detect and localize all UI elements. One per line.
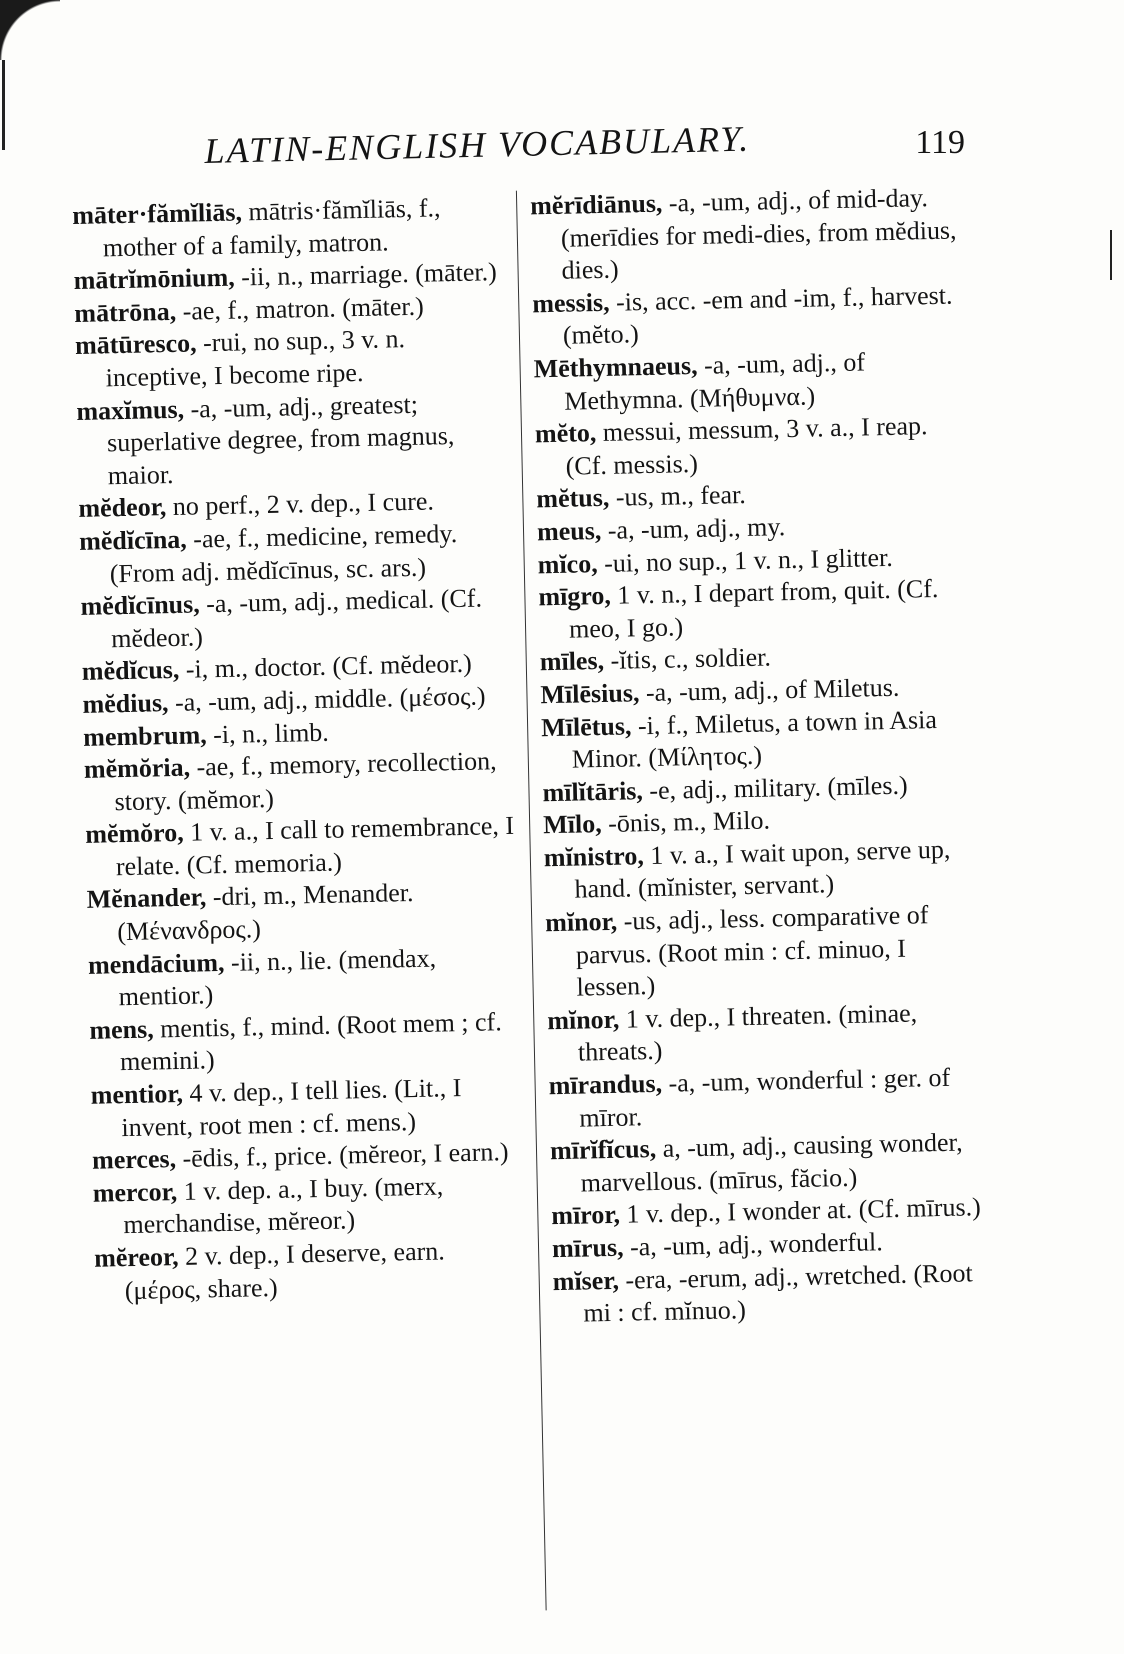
definition: -us, m., fear. (615, 480, 747, 513)
definition: -a, -um, adj., greatest; superlative degree, from magnus, maior. (106, 389, 455, 491)
definition: -i, f., Miletus, a town in Asia Minor. (Μίλητος.) (571, 704, 938, 774)
headword: mens, (89, 1014, 154, 1045)
vocabulary-entry (532, 279, 965, 353)
definition: -a, -um, adj., of Miletus. (645, 672, 900, 707)
vocabulary-entry (544, 833, 977, 907)
headword: mĕdius, (82, 687, 169, 719)
vocabulary-entry (89, 1006, 522, 1080)
headword: mĭser, (552, 1265, 620, 1296)
headword: mĕreor, (93, 1242, 179, 1273)
running-title: LATIN-ENGLISH VOCABULARY. (204, 118, 751, 172)
definition: 1 v. n., I depart from, quit. (Cf. meo, I go.) (568, 574, 939, 644)
definition: -a, -um, adj., medical. (Cf. mĕdeor.) (110, 583, 483, 653)
definition: -ii, n., lie. (mendax, mentior.) (118, 943, 437, 1012)
headword: mĕdeor, (78, 492, 167, 524)
vocabulary-entry (90, 1071, 523, 1145)
headword: mĭnor, (546, 1004, 620, 1036)
vocabulary-entry (535, 409, 968, 483)
headword: mĕto, (534, 418, 597, 449)
definition: -ae, f., matron. (māter.) (182, 291, 425, 326)
vocabulary-entry (84, 745, 517, 819)
vocabulary-entry (547, 996, 980, 1070)
headword: mĕmŏria, (83, 752, 191, 784)
definition: -ae, f., memory, recollection, story. (mĕmor.) (114, 746, 497, 816)
headword: mĕdĭcus, (81, 655, 180, 687)
definition: -ōnis, m., Milo. (607, 805, 771, 839)
definition: -ēdis, f., price. (mĕreor, I earn.) (182, 1137, 509, 1174)
headword: mīgro, (538, 580, 612, 612)
definition: -a, -um, adj., wonderful. (629, 1227, 884, 1262)
vocabulary-entry (85, 810, 518, 884)
headword: mīrus, (551, 1232, 624, 1264)
vocabulary-page (72, 181, 1022, 1630)
definition: -a, -um, adj., of Methymna. (Μήθυμνα.) (564, 347, 866, 416)
right-column (530, 181, 986, 1331)
definition: -a, -um, wonderful : ger. of mīror. (579, 1062, 951, 1133)
definition: -dri, m., Menander. (Μένανδρος.) (117, 878, 414, 947)
definition: 1 v. dep. a., I buy. (merx, merchandise, mĕreor.) (123, 1171, 444, 1240)
definition: mentis, f., mind. (Root mem ; cf. memini.) (119, 1007, 502, 1077)
page-number: 119 (915, 124, 965, 161)
headword: membrum, (82, 719, 208, 752)
headword: Mĕnander, (86, 882, 207, 915)
headword: Mēthymnaeus, (533, 350, 698, 384)
vocabulary-entry (92, 1169, 525, 1243)
headword: mĕdĭcīna, (78, 524, 188, 556)
headword: merces, (91, 1144, 177, 1176)
vocabulary-entry (88, 940, 521, 1014)
page-header (204, 118, 965, 190)
definition: 2 v. dep., I deserve, earn. (μέρος, share.) (124, 1236, 446, 1305)
definition: -i, n., limb. (212, 717, 330, 749)
vocabulary-entry (545, 898, 979, 1005)
vocabulary-entry (80, 582, 513, 656)
headword: mātrĭmōnium, (73, 262, 236, 296)
headword: mentior, (90, 1078, 184, 1110)
headword: mīrĭfĭcus, (549, 1134, 657, 1166)
headword: Mīlēsius, (540, 678, 640, 710)
headword: mĕrīdiānus, (529, 188, 663, 221)
headword: mĕtus, (536, 483, 610, 514)
vocabulary-entry (86, 875, 519, 949)
headword: mĭco, (537, 548, 598, 579)
definition: -ae, f., medicine, remedy. (From adj. mĕdĭcīnus, sc. ars.) (109, 518, 458, 588)
definition: -ui, no sup., 1 v. n., I glitter. (603, 542, 894, 578)
vocabulary-entry (552, 1257, 985, 1331)
headword: mīles, (539, 646, 605, 677)
definition: messui, messum, 3 v. a., I reap. (Cf. messis.) (565, 411, 928, 481)
definition: -us, adj., less. comparative of parvus. (Root min : cf. minuo, I lessen.) (575, 900, 929, 1002)
headword: mīlĭtāris, (542, 775, 644, 807)
left-column (72, 191, 527, 1308)
headword: mīror, (551, 1200, 621, 1231)
headword: mendācium, (87, 947, 225, 980)
definition: -e, adj., military. (mīles.) (649, 770, 908, 805)
headword: Mīlētus, (540, 710, 632, 742)
definition: 1 v. a., I call to remembrance, I relate. (Cf. memoria.) (115, 811, 515, 882)
page-edge-mark (1110, 230, 1112, 280)
headword: mĭnor, (544, 906, 618, 938)
headword: mātrōna, (74, 296, 177, 328)
headword: mĕmŏro, (84, 818, 185, 850)
definition: no perf., 2 v. dep., I cure. (172, 486, 435, 522)
vocabulary-entry (550, 1126, 983, 1200)
headword: mīrandus, (548, 1068, 663, 1101)
vocabulary-entry (94, 1234, 527, 1308)
headword: mĭnistro, (543, 841, 645, 873)
vocabulary-entry (533, 344, 966, 418)
headword: messis, (531, 287, 610, 319)
definition: -rui, no sup., 3 v. n. inceptive, I become ripe. (105, 324, 406, 393)
headword: Mīlo, (542, 809, 602, 840)
vocabulary-entry (541, 703, 974, 777)
vocabulary-entry (76, 386, 510, 493)
vocabulary-entry (530, 181, 964, 288)
definition: -a, -um, adj., my. (607, 512, 786, 545)
vocabulary-entry (548, 1061, 981, 1135)
headword: māter·fămĭliās, (72, 197, 243, 230)
vocabulary-entry (79, 517, 512, 591)
definition: -a, -um, adj., middle. (μέσος.) (174, 681, 486, 717)
definition: -ĭtis, c., soldier. (610, 642, 772, 676)
headword: meus, (536, 515, 602, 547)
definition: 4 v. dep., I tell lies. (Lit., I invent, root men : cf. mens.) (121, 1073, 462, 1142)
page-corner-shadow (0, 0, 60, 60)
vocabulary-entry (72, 191, 505, 265)
headword: maxĭmus, (76, 394, 185, 426)
definition: mātris·fămĭliās, f., mother of a family, matron. (102, 193, 441, 262)
definition: -ii, n., marriage. (māter.) (240, 257, 498, 292)
definition: a, -um, adj., causing wonder, marvellous. (mīrus, făcio.) (580, 1127, 963, 1198)
headword: mātūresco, (74, 328, 197, 361)
vocabulary-entry (75, 321, 508, 395)
vocabulary-entry (538, 572, 971, 646)
headword: mercor, (92, 1176, 178, 1208)
headword: mĕdĭcīnus, (80, 589, 200, 622)
definition: -a, -um, adj., of mid-day. (merīdies for medi-dies, from mĕdius, dies.) (560, 183, 957, 285)
definition: -is, acc. -em and -im, f., harvest. (mĕto.) (562, 280, 953, 351)
definition: -i, m., doctor. (Cf. mĕdeor.) (185, 649, 473, 685)
definition: 1 v. a., I wait upon, serve up, hand. (mĭnister, servant.) (574, 834, 951, 905)
definition: 1 v. dep., I wonder at. (Cf. mīrus.) (626, 1192, 982, 1230)
definition: 1 v. dep., I threaten. (minae, threats.) (577, 998, 918, 1068)
definition: -era, -erum, adj., wretched. (Root mi : cf. mĭnuo.) (583, 1257, 973, 1328)
page-edge-mark (2, 60, 5, 150)
